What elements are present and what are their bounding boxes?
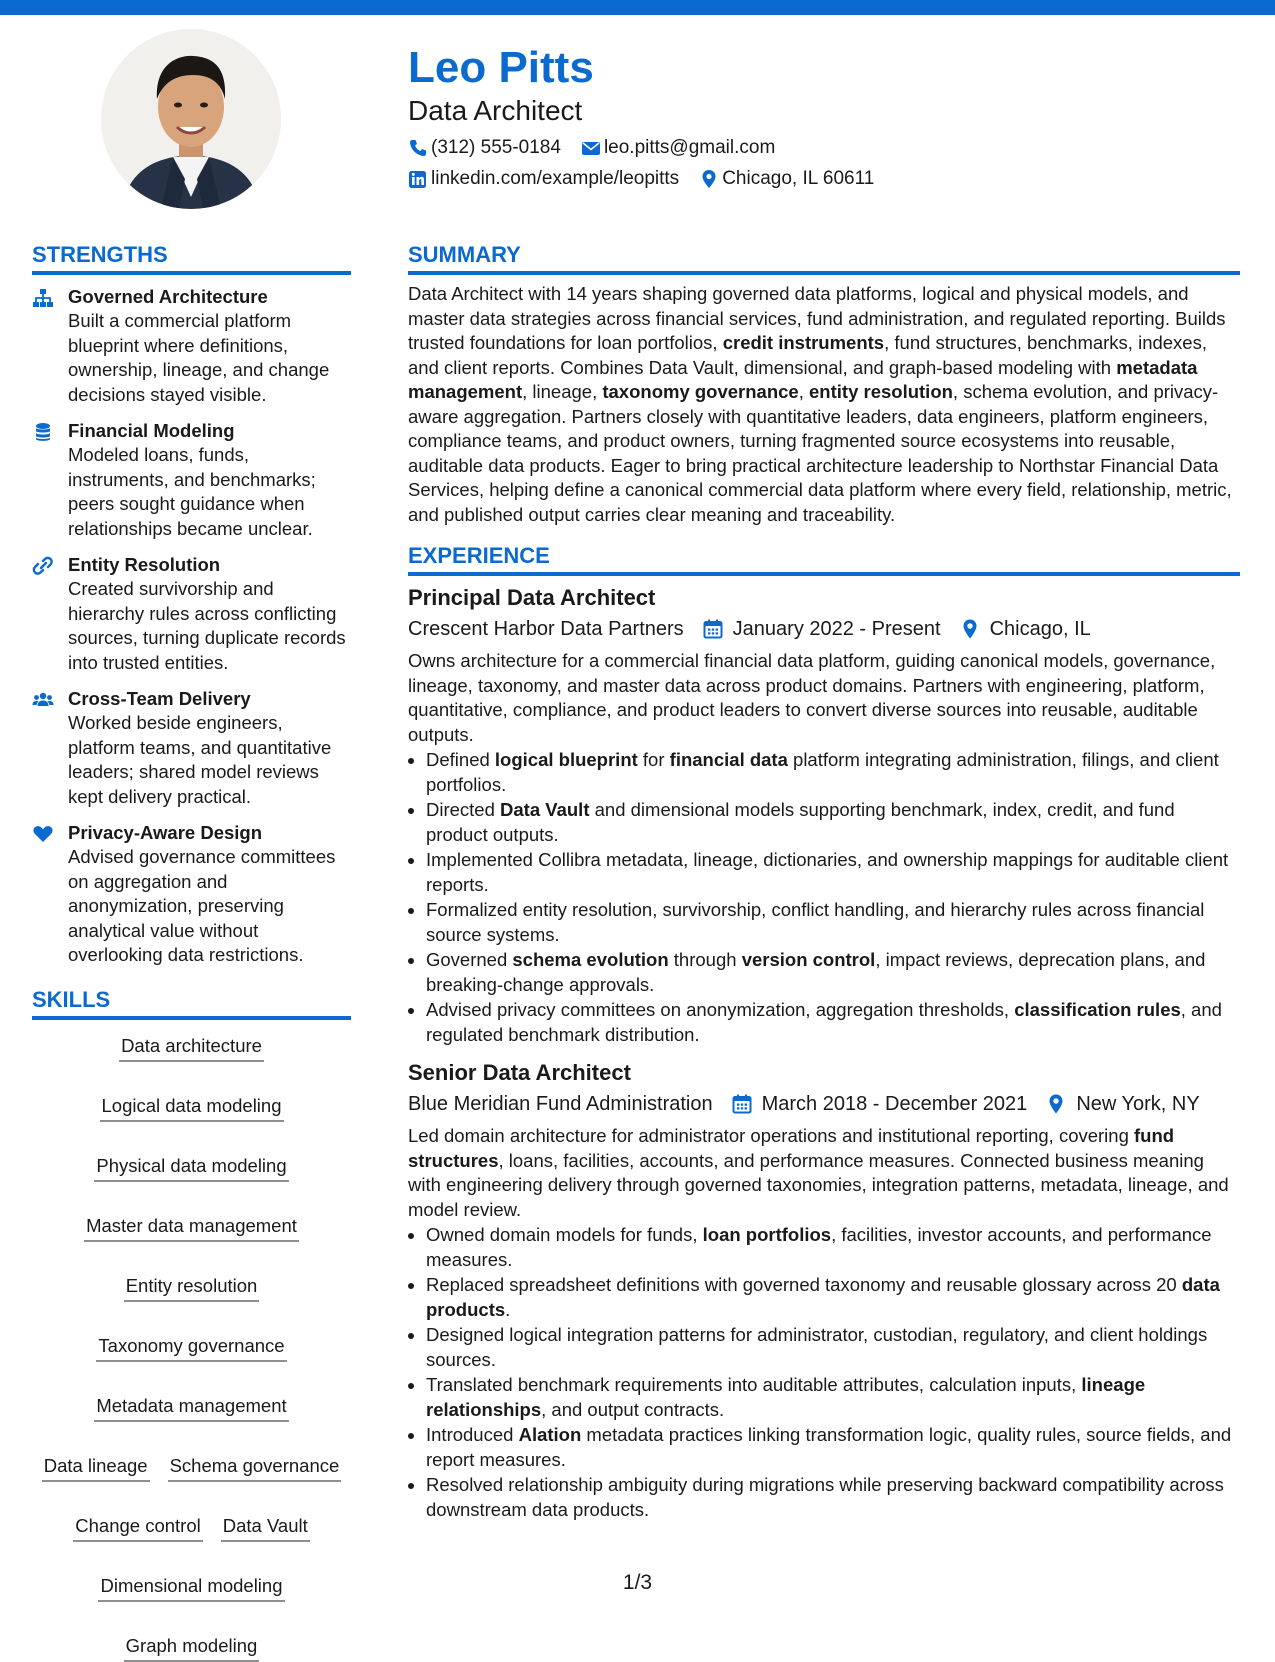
job-company: Crescent Harbor Data Partners xyxy=(408,618,684,640)
skill-tag: Dimensional modeling xyxy=(98,1574,284,1602)
skills-list xyxy=(32,1034,351,1662)
linkedin-icon xyxy=(408,169,428,189)
job-meta xyxy=(408,1091,1240,1117)
job-location-text: New York, NY xyxy=(1076,1093,1200,1115)
skill-tag: Schema governance xyxy=(168,1454,342,1482)
skill-tag: Physical data modeling xyxy=(94,1154,288,1182)
strength-description: Built a commercial platform blueprint where definitions, ownership, lineage, and change decisions stayed visible. xyxy=(68,310,330,405)
bullet-item: • Implemented Collibra metadata, lineage, dictionaries, and ownership mappings for auditable client reports. xyxy=(426,848,1240,897)
skill-tag: Logical data modeling xyxy=(100,1094,284,1122)
strength-item xyxy=(32,419,351,541)
job-description: Owns architecture for a commercial financial data platform, guiding canonical models, governance, lineage, taxonomy, and master data across product domains. Partners with engineering, platform, quantitative, compliance, and product leaders to convert diverse sources into reusable, auditable outputs. xyxy=(408,650,1216,745)
summary-text: Data Architect with 14 years shaping governed data platforms, logical and physical models, and master data strategies across financial services, fund administration, and regulated reporting. Builds trusted foundations for loan portfolios, credit instruments, fund structures, benchmarks, indexes, and client reports. Combines Data Vault, dimensional, and graph-based modeling with metadata management, lineage, taxonomy governance, entity resolution, schema evolution, and privacy-aware aggregation. Partners closely with quantitative leaders, data engineers, platform engineers, compliance teams, and product owners, turning fragmented source ecosystems into reusable, auditable data products. Eager to bring practical architecture leadership to Northstar Financial Data Services, helping define a canonical commercial data platform where every field, relationship, metric, and published output carries clear meaning and traceability. xyxy=(408,283,1232,525)
phone-icon xyxy=(408,138,428,158)
left-column xyxy=(32,241,351,1662)
map-pin-icon xyxy=(699,169,719,189)
heart-icon xyxy=(32,821,68,968)
users-icon xyxy=(32,687,68,809)
bullet-item: • Directed Data Vault and dimensional models supporting benchmark, index, credit, and fund product outputs. xyxy=(426,798,1240,847)
phone-number: (312) 555-0184 xyxy=(431,137,561,158)
calendar-icon xyxy=(731,1093,753,1115)
map-pin-icon xyxy=(959,618,981,640)
strengths-heading: STRENGTHS xyxy=(32,241,351,275)
linkedin-url: linkedin.com/example/leopitts xyxy=(431,168,680,189)
strength-description: Modeled loans, funds, instruments, and benchmarks; peers sought guidance when relationships became unclear. xyxy=(68,444,316,539)
skill-tag: Data architecture xyxy=(119,1034,264,1062)
strength-title: Cross-Team Delivery xyxy=(68,688,251,709)
strength-title: Financial Modeling xyxy=(68,420,235,441)
job-location xyxy=(959,616,1091,642)
skill-tag: Entity resolution xyxy=(124,1274,260,1302)
candidate-name: Leo Pitts xyxy=(408,43,594,92)
link-icon xyxy=(32,553,68,675)
contact-email[interactable] xyxy=(581,136,775,160)
bullet-item: • Resolved relationship ambiguity during migrations while preserving backward compatibility across downstream data products. xyxy=(426,1473,1240,1522)
page-number: 1/3 xyxy=(622,1571,653,1594)
profile-photo xyxy=(101,29,281,209)
bullet-item: • Governed schema evolution through version control, impact reviews, deprecation plans, and breaking-change approvals. xyxy=(426,948,1240,997)
job-dates-text: March 2018 - December 2021 xyxy=(761,1093,1028,1115)
location-text: Chicago, IL 60611 xyxy=(722,168,875,189)
contact-row-2 xyxy=(408,167,1208,191)
job-company: Blue Meridian Fund Administration xyxy=(408,1093,713,1115)
skill-tag: Graph modeling xyxy=(124,1634,260,1662)
contact-row-1 xyxy=(408,136,1208,160)
strength-title: Governed Architecture xyxy=(68,286,268,307)
job-location-text: Chicago, IL xyxy=(989,618,1091,640)
strength-item xyxy=(32,687,351,809)
strength-item xyxy=(32,285,351,407)
candidate-title: Data Architect xyxy=(408,95,583,126)
job-dates xyxy=(731,1091,1028,1117)
bullet-item: • Owned domain models for funds, loan portfolios, facilities, investor accounts, and performance measures. xyxy=(426,1223,1240,1272)
bullet-item: • Formalized entity resolution, survivorship, conflict handling, and hierarchy rules across financial source systems. xyxy=(426,898,1240,947)
contact-linkedin[interactable] xyxy=(408,167,679,191)
experience-list xyxy=(408,584,1240,1522)
bullet-item: • Advised privacy committees on anonymization, aggregation thresholds, classification rules, and regulated benchmark distribution. xyxy=(426,998,1240,1047)
right-column xyxy=(408,241,1240,1522)
strength-description: Worked beside engineers, platform teams, and quantitative leaders; shared model reviews kept delivery practical. xyxy=(68,712,332,807)
envelope-icon xyxy=(581,138,601,158)
bullet-item: • Introduced Alation metadata practices linking transformation logic, quality rules, source fields, and report measures. xyxy=(426,1423,1240,1472)
skill-tag: Taxonomy governance xyxy=(96,1334,286,1362)
job-description: Led domain architecture for administrator operations and institutional reporting, covering fund structures, loans, facilities, accounts, and performance measures. Connected business meaning with engineering delivery through governed taxonomies, integration patterns, metadata, lineage, and model review. xyxy=(408,1125,1229,1220)
job-title: Principal Data Architect xyxy=(408,585,656,610)
job-entry xyxy=(408,1059,1240,1522)
email-address: leo.pitts@gmail.com xyxy=(603,137,776,158)
bullet-item: • Designed logical integration patterns for administrator, custodian, regulatory, and client holdings sources. xyxy=(426,1323,1240,1372)
skill-tag: Data lineage xyxy=(42,1454,150,1482)
job-bullets xyxy=(408,1223,1240,1522)
job-bullets xyxy=(408,748,1240,1047)
contact-location xyxy=(699,167,874,191)
strength-item xyxy=(32,821,351,968)
database-icon xyxy=(32,419,68,541)
resume-header xyxy=(408,40,1208,191)
bullet-item: • Translated benchmark requirements into auditable attributes, calculation inputs, lineage relationships, and output contracts. xyxy=(426,1373,1240,1422)
calendar-icon xyxy=(702,618,724,640)
skills-heading: SKILLS xyxy=(32,986,351,1020)
contact-phone[interactable] xyxy=(408,136,561,160)
strengths-list xyxy=(32,285,351,968)
skill-tag: Master data management xyxy=(84,1214,299,1242)
job-location xyxy=(1045,1091,1199,1117)
skill-tag: Data Vault xyxy=(221,1514,310,1542)
map-pin-icon xyxy=(1045,1093,1067,1115)
job-dates-text: January 2022 - Present xyxy=(732,618,941,640)
job-entry xyxy=(408,584,1240,1047)
strength-description: Created survivorship and hierarchy rules across conflicting sources, turning duplicate records into trusted entities. xyxy=(68,578,346,673)
strength-title: Entity Resolution xyxy=(68,554,221,575)
top-accent-bar xyxy=(0,0,1275,15)
skill-tag: Metadata management xyxy=(94,1394,288,1422)
experience-heading: EXPERIENCE xyxy=(408,542,1240,576)
job-title: Senior Data Architect xyxy=(408,1060,631,1085)
skill-tag: Change control xyxy=(73,1514,202,1542)
strength-title: Privacy-Aware Design xyxy=(68,822,263,843)
bullet-item: • Replaced spreadsheet definitions with governed taxonomy and reusable glossary across 20 data products. xyxy=(426,1273,1240,1322)
summary-heading: SUMMARY xyxy=(408,241,1240,275)
job-dates xyxy=(702,616,941,642)
strength-description: Advised governance committees on aggregation and anonymization, preserving analytical value without overlooking data restrictions. xyxy=(68,846,336,965)
job-meta xyxy=(408,616,1240,642)
bullet-item: • Defined logical blueprint for financial data platform integrating administration, filings, and client portfolios. xyxy=(426,748,1240,797)
sitemap-icon xyxy=(32,285,68,407)
strength-item xyxy=(32,553,351,675)
